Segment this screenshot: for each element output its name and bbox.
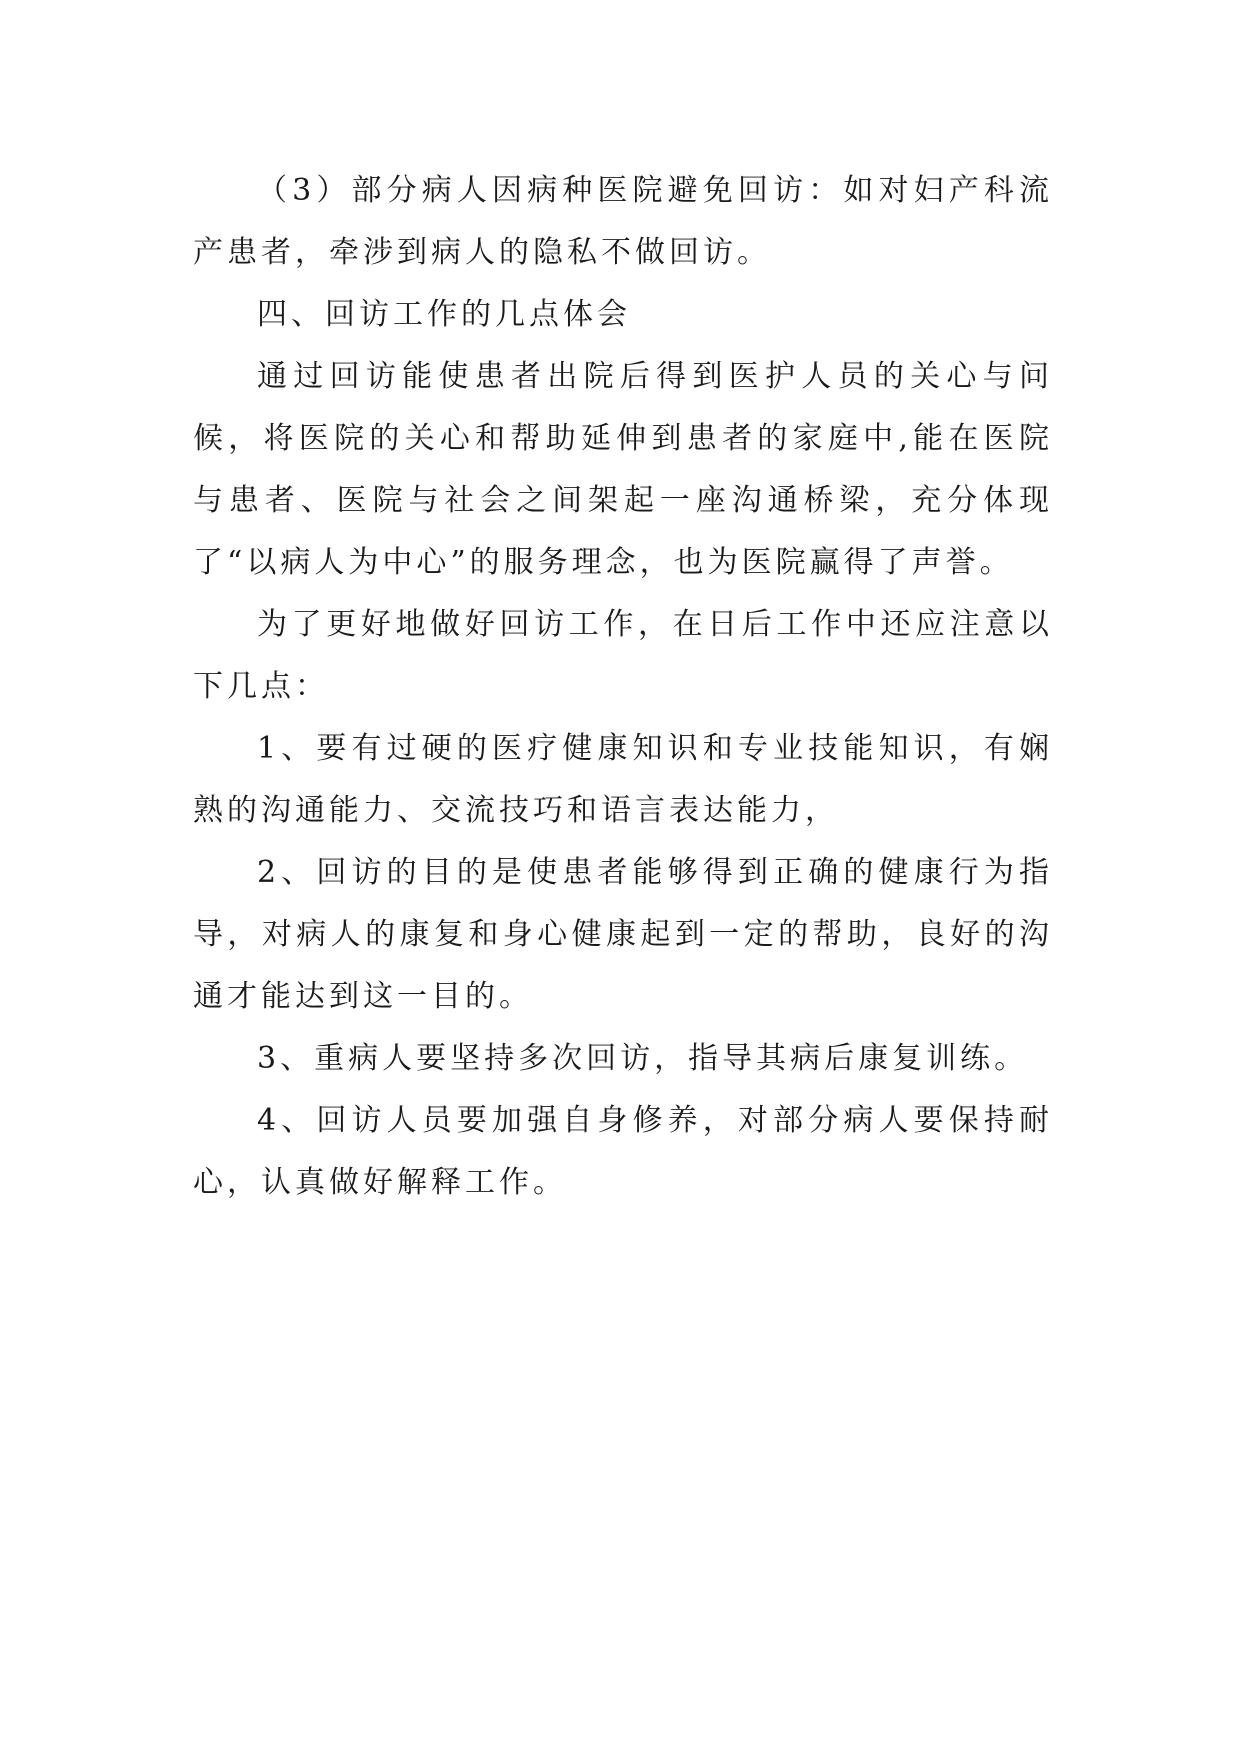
list-item-4: 4、回访人员要加强自身修养，对部分病人要保持耐心，认真做好解释工作。 <box>193 1103 1053 1200</box>
section-heading: 四、回访工作的几点体会 <box>257 297 631 332</box>
list-item-2: 2、回访的目的是使患者能够得到正确的健康行为指导，对病人的康复和身心健康起到一定的帮助，良好的沟通才能达到这一目的。 <box>193 855 1053 1014</box>
document-body <box>193 160 1053 1214</box>
paragraph-exclusion-note: （3）部分病人因病种医院避免回访：如对妇产科流产患者，牵涉到病人的隐私不做回访。 <box>193 173 1053 270</box>
paragraph-benefits: 通过回访能使患者出院后得到医护人员的关心与问候，将医院的关心和帮助延伸到患者的家庭中,能在医院与患者、医院与社会之间架起一座沟通桥梁，充分体现了“以病人为中心”的服务理念，也为医院赢得了声誉。 <box>193 359 1053 580</box>
list-item-3: 3、重病人要坚持多次回访，指导其病后康复训练。 <box>257 1041 1029 1076</box>
list-item-1: 1、要有过硬的医疗健康知识和专业技能知识，有娴熟的沟通能力、交流技巧和语言表达能力， <box>193 731 1053 828</box>
paragraph-intro-points: 为了更好地做好回访工作，在日后工作中还应注意以下几点： <box>193 607 1053 704</box>
